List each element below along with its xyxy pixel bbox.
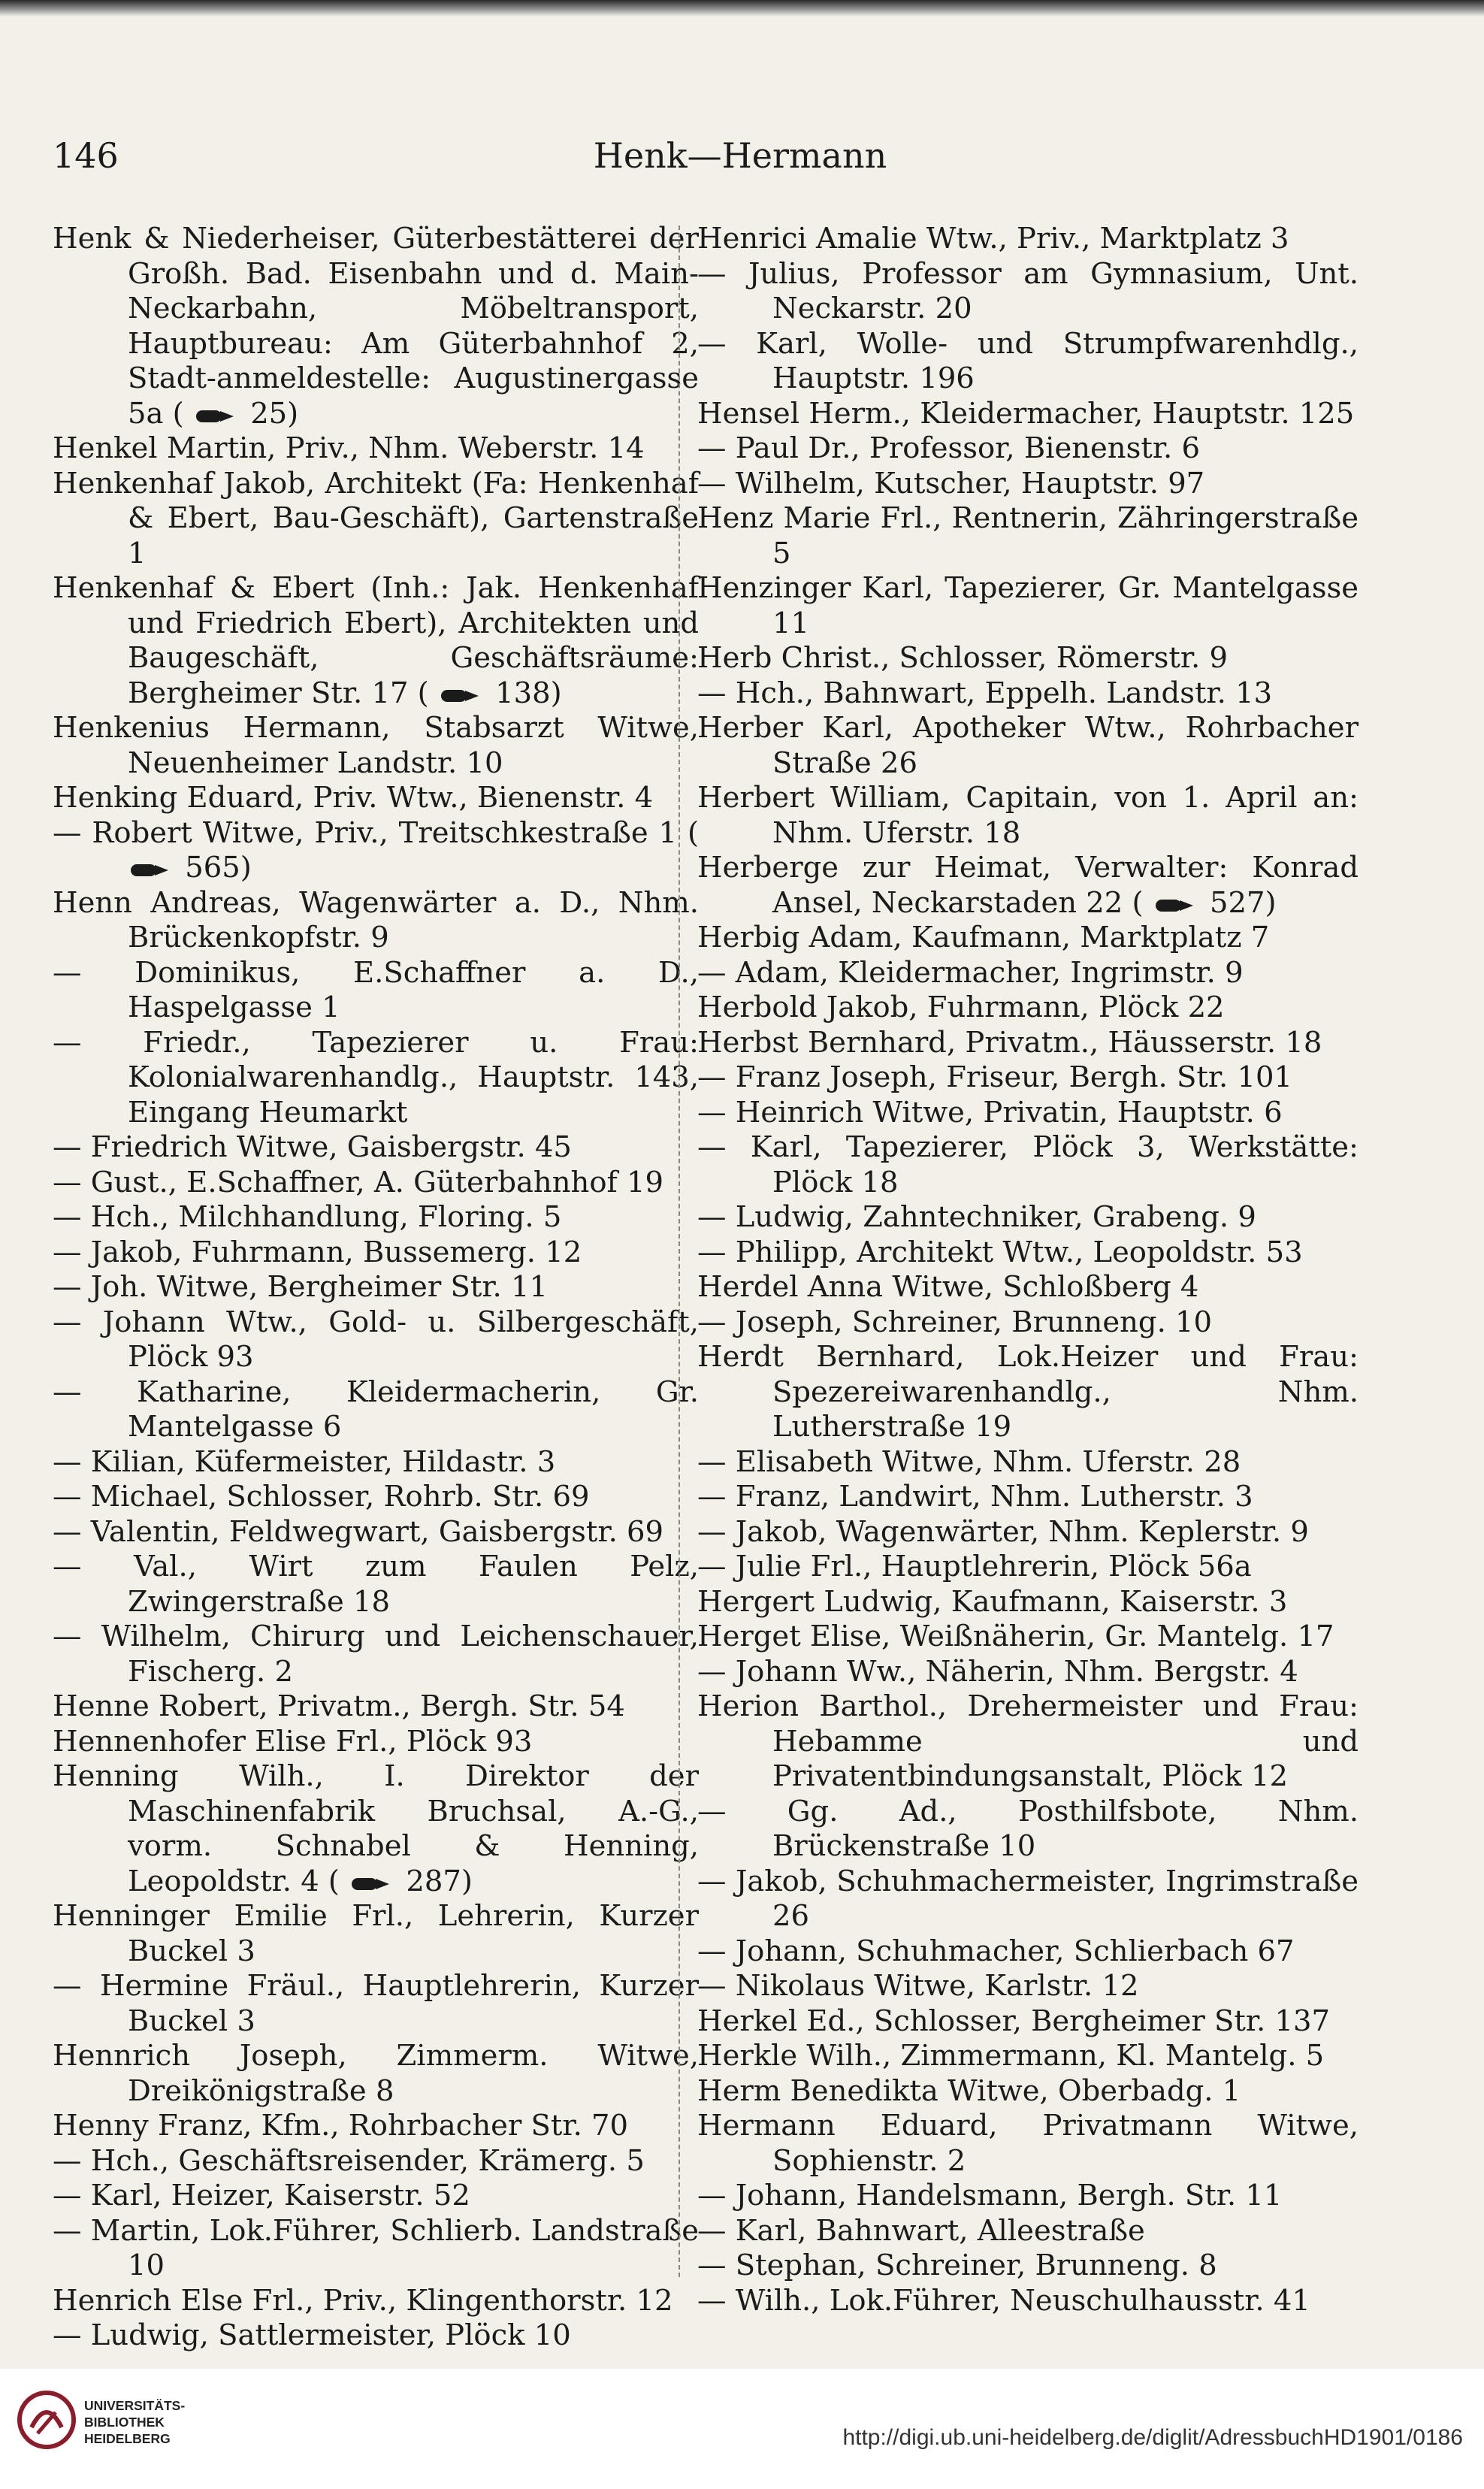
directory-entry: — Gg. Ad., Posthilfsbote, Nhm. Brückenstraße 10 [697, 1794, 1359, 1863]
directory-entry: Herberge zur Heimat, Verwalter: Konrad Ansel, Neckarstaden 22 ( 527) [697, 851, 1359, 920]
directory-entry: — Wilh., Lok.Führer, Neuschulhausstr. 41 [697, 2283, 1310, 2318]
directory-entry: — Stephan, Schreiner, Brunneng. 8 [697, 2249, 1217, 2282]
directory-entry: — Valentin, Feldwegwart, Gaisbergstr. 69 [53, 1514, 664, 1549]
column-divider [679, 225, 680, 2277]
directory-entry: Hennrich Joseph, Zimmerm. Witwe, Dreikönigstraße 8 [53, 2039, 699, 2108]
directory-entry: — Franz, Landwirt, Nhm. Lutherstr. 3 [697, 1480, 1253, 1514]
telephone-icon [193, 408, 237, 425]
directory-entry: — Johann, Handelsmann, Bergh. Str. 11 [697, 2179, 1283, 2212]
directory-entry: — Jakob, Wagenwärter, Nhm. Keplerstr. 9 [697, 1514, 1309, 1549]
directory-entry: Herget Elise, Weißnäherin, Gr. Mantelg. 17 [697, 1620, 1334, 1653]
directory-entry: Herb Christ., Schlosser, Römerstr. 9 [697, 641, 1228, 675]
directory-entry: — Joh. Witwe, Bergheimer Str. 11 [53, 1270, 548, 1304]
directory-entry: — Adam, Kleidermacher, Ingrimstr. 9 [697, 955, 1244, 990]
directory-entry: — Val., Wirt zum Faulen Pelz, Zwingerstraße 18 [53, 1550, 699, 1619]
directory-entry: Henkel Martin, Priv., Nhm. Weberstr. 14 [53, 431, 645, 465]
directory-entry: — Martin, Lok.Führer, Schlierb. Landstraße 10 [53, 2213, 699, 2282]
page-number: 146 [53, 135, 119, 176]
directory-entry: — Johann Wtw., Gold- u. Silbergeschäft, Plöck 93 [53, 1305, 699, 1374]
directory-entry: — Julie Frl., Hauptlehrerin, Plöck 56a [697, 1550, 1252, 1583]
directory-entry: Herm Benedikta Witwe, Oberbadg. 1 [697, 2073, 1241, 2108]
page-header [53, 135, 1428, 195]
directory-entry: — Hermine Fräul., Hauptlehrerin, Kurzer Buckel 3 [53, 1969, 699, 2038]
directory-entry: Henning Wilh., I. Direktor der Maschinenfabrik Bruchsal, A.-G., vorm. Schnabel & Henning, Leopoldstr. 4 ( 287) [53, 1759, 699, 1898]
directory-entry: — Philipp, Architekt Wtw., Leopoldstr. 53 [697, 1235, 1303, 1269]
left-column [53, 222, 699, 2354]
directory-entry: Hermann Eduard, Privatmann Witwe, Sophienstr. 2 [697, 2109, 1359, 2178]
logo-line: HEIDELBERG [84, 2431, 171, 2446]
logo-line: UNIVERSITÄTS- [84, 2398, 186, 2413]
directory-entry: — Katharine, Kleidermacherin, Gr. Mantelgasse 6 [53, 1375, 699, 1444]
telephone-icon [1153, 897, 1196, 914]
directory-entry: — Hch., Geschäftsreisender, Krämerg. 5 [53, 2143, 645, 2178]
scan-edge [0, 0, 1484, 17]
source-url[interactable]: http://digi.ub.uni-heidelberg.de/diglit/AdressbuchHD1901/0186 [842, 2425, 1463, 2450]
directory-entry: — Julius, Professor am Gymnasium, Unt. Neckarstr. 20 [697, 256, 1359, 325]
directory-entry: — Heinrich Witwe, Privatin, Hauptstr. 6 [697, 1095, 1283, 1130]
directory-entry: Henne Robert, Privatm., Bergh. Str. 54 [53, 1689, 625, 1723]
directory-entry: — Robert Witwe, Priv., Treitschkestraße 1 ( 565) [53, 815, 699, 885]
directory-entry: — Gust., E.Schaffner, A. Güterbahnhof 19 [53, 1165, 663, 1199]
directory-entry: Herber Karl, Apotheker Wtw., Rohrbacher Straße 26 [697, 711, 1359, 780]
directory-entry: Henkenhaf Jakob, Architekt (Fa: Henkenhaf & Ebert, Bau-Geschäft), Gartenstraße 1 [53, 466, 699, 570]
directory-entry: — Michael, Schlosser, Rohrb. Str. 69 [53, 1480, 590, 1514]
directory-entry: Henkenhaf & Ebert (Inh.: Jak. Henkenhaf und Friedrich Ebert), Architekten und Baugeschäft, Geschäftsräume: Bergheimer Str. 17 ( 138) [53, 571, 699, 710]
directory-entry: Herion Barthol., Drehermeister und Frau: Hebamme und Privatentbindungsanstalt, Plöck 12 [697, 1689, 1359, 1793]
directory-entry: Herkle Wilh., Zimmermann, Kl. Mantelg. 5 [697, 2039, 1325, 2073]
directory-entry: — Kilian, Küfermeister, Hildastr. 3 [53, 1444, 556, 1479]
footer [0, 2369, 1484, 2489]
telephone-icon [128, 862, 171, 879]
directory-entry: Herbst Bernhard, Privatm., Häusserstr. 18 [697, 1025, 1322, 1060]
directory-entry: Henz Marie Frl., Rentnerin, Zähringerstraße 5 [697, 501, 1359, 570]
right-column [697, 222, 1359, 2318]
telephone-icon [438, 688, 482, 704]
directory-entry: — Karl, Heizer, Kaiserstr. 52 [53, 2179, 470, 2212]
directory-entry: — Franz Joseph, Friseur, Bergh. Str. 101 [697, 1060, 1292, 1094]
directory-entry: — Wilhelm, Chirurg und Leichenschauer, Fischerg. 2 [53, 1620, 699, 1689]
directory-entry: — Friedrich Witwe, Gaisbergstr. 45 [53, 1130, 572, 1164]
directory-entry: Herdt Bernhard, Lok.Heizer und Frau: Spezereiwarenhandlg., Nhm. Lutherstraße 19 [697, 1340, 1359, 1444]
directory-entry: — Karl, Wolle- und Strumpfwarenhdlg., Hauptstr. 196 [697, 326, 1359, 395]
directory-entry: Henkenius Hermann, Stabsarzt Witwe, Neuenheimer Landstr. 10 [53, 711, 699, 780]
telephone-icon [349, 1876, 392, 1892]
university-library-logo [17, 2390, 77, 2450]
directory-entry: — Hch., Bahnwart, Eppelh. Landstr. 13 [697, 676, 1273, 710]
directory-entry: — Karl, Tapezierer, Plöck 3, Werkstätte: Plöck 18 [697, 1130, 1359, 1199]
directory-entry: — Ludwig, Sattlermeister, Plöck 10 [53, 2318, 571, 2352]
directory-entry: Hensel Herm., Kleidermacher, Hauptstr. 125 [697, 396, 1355, 431]
directory-entry: Henk & Niederheiser, Güterbestätterei der Großh. Bad. Eisenbahn und d. Main-Neckarbahn, Möbeltransport, Hauptbureau: Am Güterbahnhof 2, Stadt-anmeldestelle: Augustinergasse 5a ( 25) [53, 222, 699, 431]
directory-entry: Henking Eduard, Priv. Wtw., Bienenstr. 4 [53, 781, 654, 815]
directory-entry: Herdel Anna Witwe, Schloßberg 4 [697, 1270, 1199, 1304]
directory-entry: Henn Andreas, Wagenwärter a. D., Nhm. Brückenkopfstr. 9 [53, 885, 699, 954]
directory-entry: — Nikolaus Witwe, Karlstr. 12 [697, 1969, 1139, 2003]
directory-entry: — Elisabeth Witwe, Nhm. Uferstr. 28 [697, 1444, 1241, 1479]
logo-line: BIBLIOTHEK [84, 2415, 165, 2430]
directory-entry: Herbert William, Capitain, von 1. April an: Nhm. Uferstr. 18 [697, 781, 1359, 850]
directory-entry: Herkel Ed., Schlosser, Bergheimer Str. 137 [697, 2004, 1330, 2038]
directory-entry: Henninger Emilie Frl., Lehrerin, Kurzer Buckel 3 [53, 1899, 699, 1968]
directory-entry: — Paul Dr., Professor, Bienenstr. 6 [697, 431, 1200, 465]
directory-entry: Henrici Amalie Wtw., Priv., Marktplatz 3 [697, 222, 1289, 256]
directory-entry: — Jakob, Schuhmachermeister, Ingrimstraße 26 [697, 1864, 1359, 1933]
directory-entry: — Friedr., Tapezierer u. Frau: Kolonialwarenhandlg., Hauptstr. 143, Eingang Heumarkt [53, 1025, 699, 1130]
directory-entry: Henny Franz, Kfm., Rohrbacher Str. 70 [53, 2109, 629, 2143]
directory-entry: — Wilhelm, Kutscher, Hauptstr. 97 [697, 466, 1205, 501]
directory-entry: Henzinger Karl, Tapezierer, Gr. Mantelgasse 11 [697, 571, 1359, 640]
directory-entry: Hennenhofer Elise Frl., Plöck 93 [53, 1724, 533, 1759]
directory-entry: — Joseph, Schreiner, Brunneng. 10 [697, 1305, 1213, 1339]
directory-entry: — Ludwig, Zahntechniker, Grabeng. 9 [697, 1200, 1256, 1234]
directory-entry: Hergert Ludwig, Kaufmann, Kaiserstr. 3 [697, 1584, 1288, 1619]
directory-entry: Herbig Adam, Kaufmann, Marktplatz 7 [697, 921, 1270, 954]
directory-entry: — Hch., Milchhandlung, Floring. 5 [53, 1200, 562, 1234]
directory-entry: — Karl, Bahnwart, Alleestraße [697, 2213, 1145, 2248]
directory-entry: — Jakob, Fuhrmann, Bussemerg. 12 [53, 1235, 582, 1269]
directory-entry: Henrich Else Frl., Priv., Klingenthorstr. 12 [53, 2283, 673, 2318]
directory-entry: — Dominikus, E.Schaffner a. D., Haspelgasse 1 [53, 955, 699, 1024]
directory-entry: Herbold Jakob, Fuhrmann, Plöck 22 [697, 990, 1225, 1024]
logo-text [84, 2397, 185, 2447]
running-head: Henk—Hermann [593, 135, 887, 176]
directory-entry: — Johann, Schuhmacher, Schlierbach 67 [697, 1934, 1295, 1968]
directory-entry: — Johann Ww., Näherin, Nhm. Bergstr. 4 [697, 1654, 1298, 1689]
